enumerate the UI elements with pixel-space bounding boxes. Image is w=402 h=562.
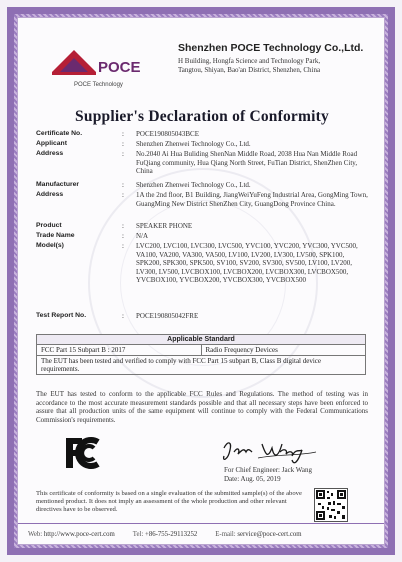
contact-footer <box>18 523 385 545</box>
field-certificate-no: Certificate No. : POCE190805043BCE <box>36 130 371 139</box>
field-value: 1A the 2nd floor, B1 Building, JiangWeiYuFeng Industrial Area, GongMing Town, GuangMing New District ShenZhen City, GuangDong Province China. <box>136 191 368 208</box>
field-value: LVC200, LVC100, LVC300, LVC500, YVC100, YVC200, YVC300, YVC500, VA100, VA200, VA300, VA500, LV100, LV200, LV300, LV500, SPK100, SPK200, SPK300, SPK500, SV100, SV200, SV300, SV500, LV100, LV200, LV300, LV500, LVCBOX100, LVCBOX200, LVCBOX300, LVCBOX500, YVCBOX100, YVCBOX200, YVCBOX300, YVCBOX500 <box>136 242 358 285</box>
applicable-standard-table <box>36 334 366 375</box>
field-value: No.2040 Ai Hua Buliding ShenNan Middle Road, 2038 Hua Nan Middle Road FuQiang community, Hua Qiang North Street, FuTian District, ShenZhen City, China <box>136 150 358 176</box>
document-title: Supplier's Declaration of Conformity <box>75 108 329 125</box>
field-label: Model(s) <box>36 242 64 249</box>
field-label: Product <box>36 222 62 229</box>
field-value: POCE190805043BCE <box>136 130 200 138</box>
field-label: Manufacturer <box>36 181 80 188</box>
company-header <box>178 42 383 75</box>
field-test-report-no: Test Report No. : POCE190805042FRE <box>36 312 371 321</box>
fcc-logo <box>64 436 114 470</box>
field-models: Model(s) : LVC200, LVC100, LVC300, LVC500, YVC100, YVC200, YVC300, YVC500, VA100, VA200, VA300, VA500, LV100, LV200, LV300, LV500, SPK100, SPK200, SPK300, SPK500, SV100, SV200, SV300, SV500, LV100, LV200, LV300, LV500, LVCBOX100, LVCBOX200, LVCBOX300, LVCBOX500, YVCBOX100, YVCBOX200, YVCBOX300, YVCBOX500 <box>36 242 371 285</box>
field-value: Shenzhen Zhenwei Technology Co., Ltd. <box>136 181 251 189</box>
logo-subtext: POCE Technology <box>74 82 123 88</box>
handwritten-signature <box>218 436 338 470</box>
phone-number: +86-755-29113252 <box>144 531 198 538</box>
field-value: POCE190805042FRE <box>136 312 199 320</box>
signature-date: Date: Aug. 05, 2019 <box>224 475 281 483</box>
field-value: SPEAKER PHONE <box>136 222 193 230</box>
poce-logo <box>44 42 154 94</box>
conformity-statement: The EUT has tested to conform to the applicable FCC Rules and Regulations. The method of testing was in accordance to the most accurate measurement standards possible and that all necessary steps have been enforced to assure that all production units of the same equipment will continue to comply with the Federal Communications Commission's requirements. <box>36 390 368 424</box>
certificate-paper <box>17 17 385 545</box>
field-value: N/A <box>136 232 149 240</box>
field-manufacturer: Manufacturer : Shenzhen Zhenwei Technology Co., Ltd. <box>36 181 371 190</box>
phone-contact: Tel: +86-755-29113252 <box>132 531 198 538</box>
email-link[interactable]: service@poce-cert.com <box>237 531 302 538</box>
signatory-name: For Chief Engineer: Jack Wang <box>224 466 312 474</box>
company-address-line-1: H Building, Hongfa Science and Technology Park, <box>178 57 321 65</box>
field-applicant-address: Address : No.2040 Ai Hua Buliding ShenNan Middle Road, 2038 Hua Nan Middle Road FuQiang community, Hua Qiang North Street, FuTian District, ShenZhen City, China <box>36 150 371 176</box>
company-name: Shenzhen POCE Technology Co.,Ltd. <box>178 42 364 54</box>
field-label: Trade Name <box>36 232 75 239</box>
field-label: Address <box>36 150 64 157</box>
company-address-line-2: Tangtou, Shiyan, Bao'an District, Shenzhen, China <box>178 66 321 74</box>
field-label: Certificate No. <box>36 130 83 137</box>
field-label: Applicant <box>36 140 67 147</box>
field-value: Shenzhen Zhenwei Technology Co., Ltd. <box>136 140 251 148</box>
standard-name: FCC Part 15 Subpart B : 2017 <box>37 345 202 356</box>
certificate-disclaimer: This certificate of conformity is based on a single evaluation of the submitted sample(s) of the above mentioned product. It does not imply an assessment of the whole production and other relevant directives have to be observed. <box>36 490 302 513</box>
logo-text: POCE <box>98 59 141 76</box>
field-applicant: Applicant : Shenzhen Zhenwei Technology Co., Ltd. <box>36 140 371 149</box>
website-link[interactable]: http://www.poce-cert.com <box>43 531 115 538</box>
email-contact: E-mail: service@poce-cert.com <box>215 531 302 538</box>
field-product: Product : SPEAKER PHONE <box>36 222 371 231</box>
standard-table-header: Applicable Standard <box>37 335 366 345</box>
standard-description: Radio Frequency Devices <box>201 345 366 356</box>
standard-compliance: The EUT has been tested and verified to comply with FCC Part 15 subpart B, Class B digital device requirements. <box>37 356 366 375</box>
field-label: Address <box>36 191 64 198</box>
field-manufacturer-address: Address : 1A the 2nd floor, B1 Building, JiangWeiYuFeng Industrial Area, GongMing Town, GuangMing New District ShenZhen City, GuangDong Province China. <box>36 191 371 208</box>
field-trade-name: Trade Name : N/A <box>36 232 371 241</box>
field-label: Test Report No. <box>36 312 87 319</box>
qr-code <box>314 488 348 522</box>
web-contact: Web: http://www.poce-cert.com <box>28 531 115 538</box>
